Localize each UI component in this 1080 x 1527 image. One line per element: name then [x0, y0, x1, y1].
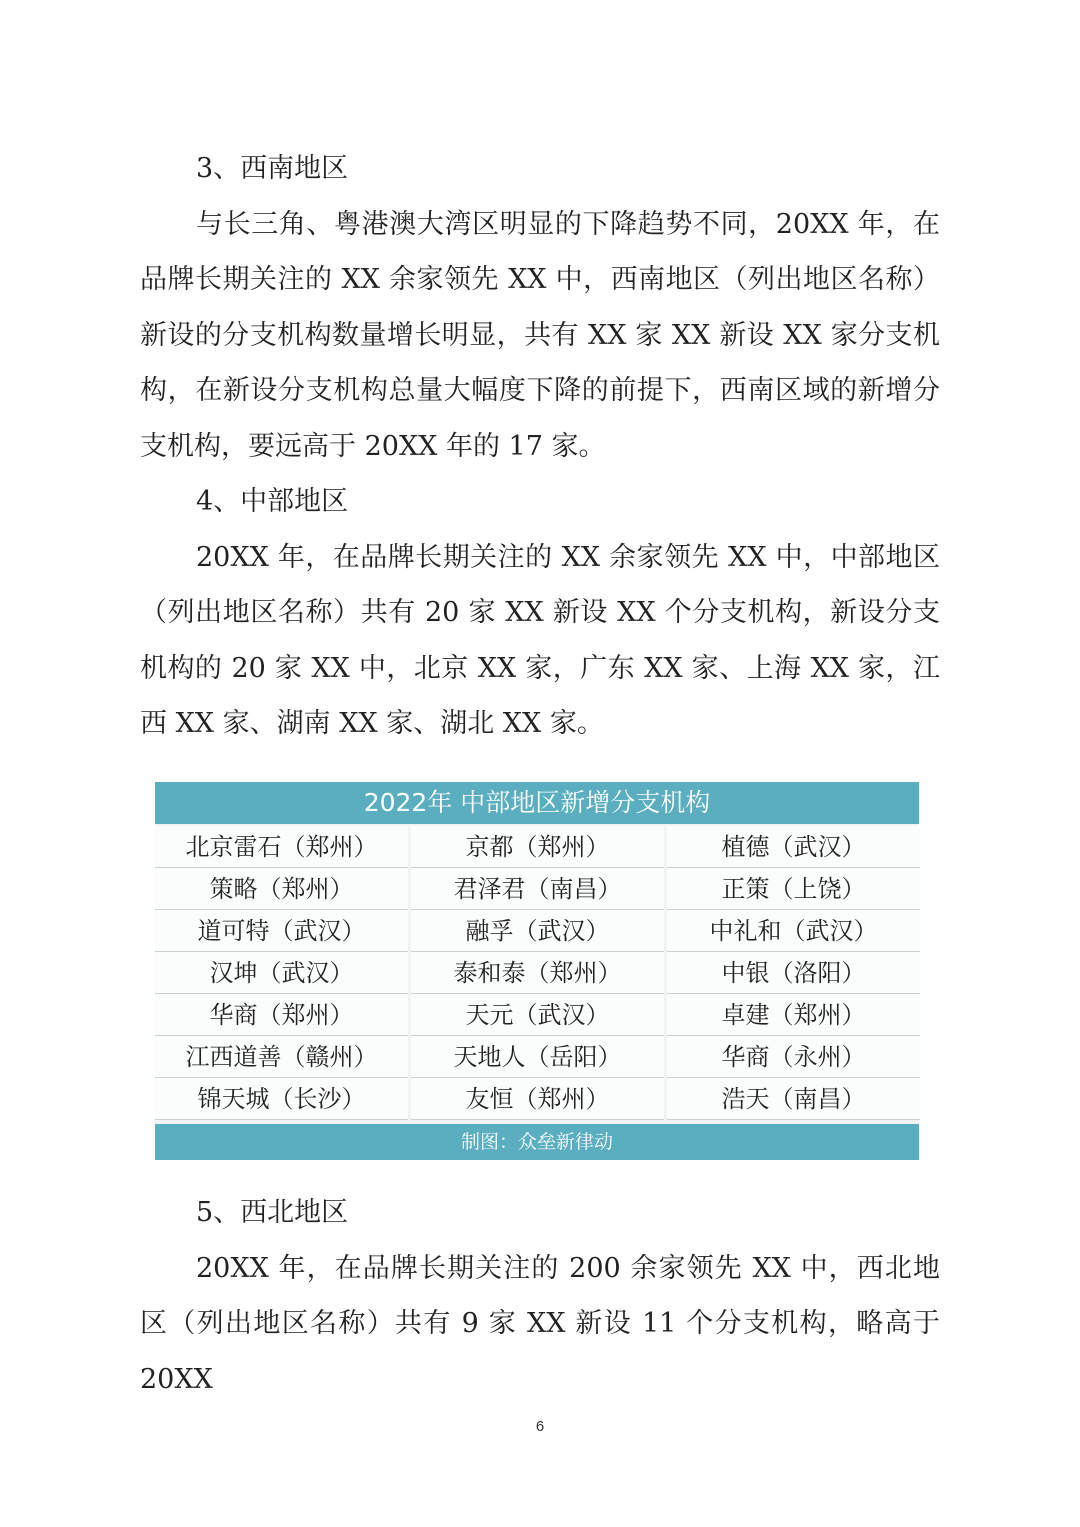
table-cell: 华商（郑州） — [155, 994, 408, 1036]
table-grid — [155, 824, 919, 1120]
table-cell: 锦天城（长沙） — [155, 1078, 408, 1120]
table-title: 2022年 中部地区新增分支机构 — [155, 782, 919, 824]
document-body-bottom — [140, 1185, 940, 1407]
table-cell: 中礼和（武汉） — [667, 910, 920, 952]
table-cell: 北京雷石（郑州） — [155, 826, 408, 868]
table-footer: 制图：众垒新律动 — [155, 1124, 919, 1160]
central-region-branches-table — [155, 782, 919, 1160]
table-cell: 君泽君（南昌） — [411, 868, 664, 910]
paragraph-northwest: 20XX 年，在品牌长期关注的 200 余家领先 XX 中，西北地区（列出地区名称）共有 9 家 XX 新设 11 个分支机构，略高于 20XX — [140, 1252, 940, 1395]
section-heading-central: 4、中部地区 — [196, 486, 349, 517]
table-cell: 友恒（郑州） — [411, 1078, 664, 1120]
table-cell: 浩天（南昌） — [667, 1078, 920, 1120]
table-cell: 策略（郑州） — [155, 868, 408, 910]
table-cell: 植德（武汉） — [667, 826, 920, 868]
section-heading-southwest: 3、西南地区 — [196, 153, 349, 184]
table-cell: 天元（武汉） — [411, 994, 664, 1036]
table-cell: 正策（上饶） — [667, 868, 920, 910]
table-cell: 江西道善（赣州） — [155, 1036, 408, 1078]
document-body-top — [140, 141, 940, 752]
page-number: 6 — [535, 1418, 545, 1435]
table-cell: 道可特（武汉） — [155, 910, 408, 952]
table-cell: 京都（郑州） — [411, 826, 664, 868]
table-cell: 华商（永州） — [667, 1036, 920, 1078]
table-cell: 卓建（郑州） — [667, 994, 920, 1036]
paragraph-central: 20XX 年，在品牌长期关注的 XX 余家领先 XX 中，中部地区（列出地区名称）共有 20 家 XX 新设 XX 个分支机构，新设分支机构的 20 家 XX 中，北京 XX 家，广东 XX 家、上海 XX 家，江西 XX 家、湖南 XX 家、湖北 XX 家。 — [140, 541, 940, 739]
table-cell: 泰和泰（郑州） — [411, 952, 664, 994]
table-cell: 汉坤（武汉） — [155, 952, 408, 994]
table-cell: 中银（洛阳） — [667, 952, 920, 994]
table-cell: 天地人（岳阳） — [411, 1036, 664, 1078]
table-cell: 融孚（武汉） — [411, 910, 664, 952]
section-heading-northwest: 5、西北地区 — [196, 1197, 349, 1228]
paragraph-southwest: 与长三角、粤港澳大湾区明显的下降趋势不同，20XX 年，在品牌长期关注的 XX 余家领先 XX 中，西南地区（列出地区名称）新设的分支机构数量增长明显，共有 XX 家 XX 新设 XX 家分支机构，在新设分支机构总量大幅度下降的前提下，西南区域的新增分支机构，要远高于 20XX 年的 17 家。 — [140, 208, 940, 462]
